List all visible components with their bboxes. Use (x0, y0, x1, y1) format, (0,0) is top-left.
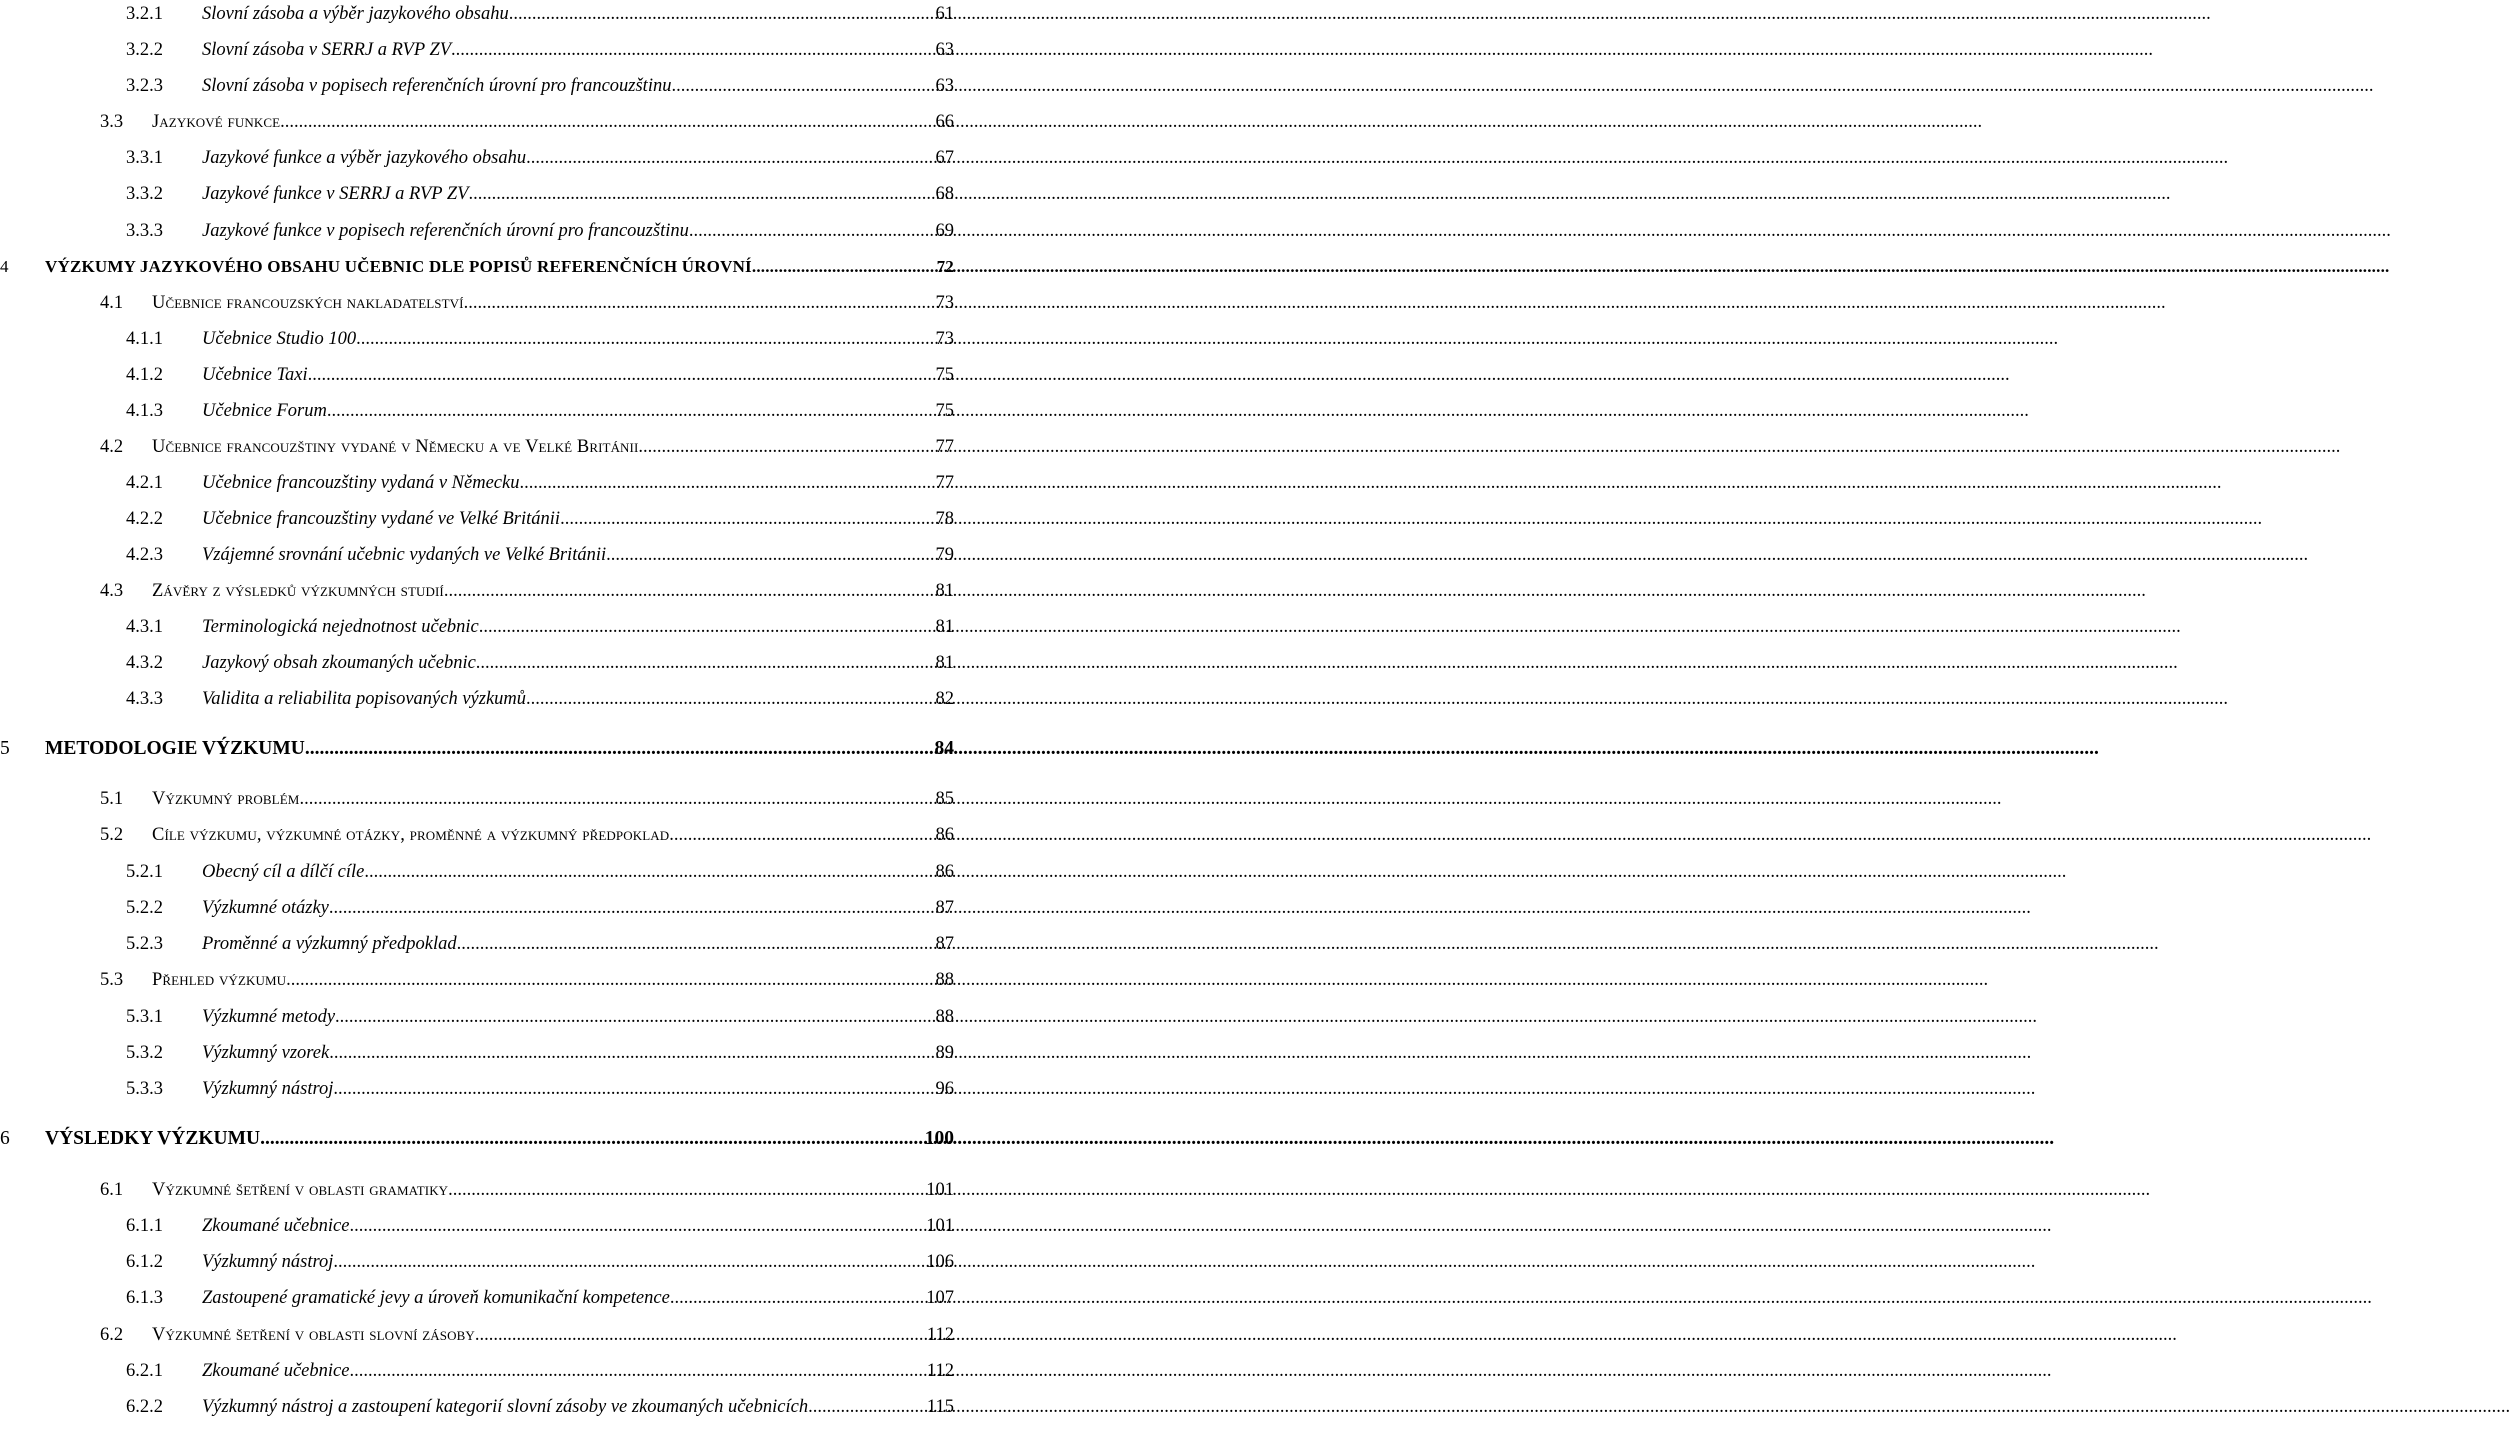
toc-entry-title: Jazykový obsah zkoumaných učebnic (202, 653, 476, 673)
toc-entry-page: 112 (926, 1361, 954, 1381)
toc-entry[interactable] (126, 931, 954, 957)
toc-entry-page: 75 (935, 365, 954, 385)
toc-entry[interactable] (126, 1004, 954, 1030)
toc-entry-title: Validita a reliabilita popisovaných výzkumů (202, 689, 527, 709)
toc-entry-number: 3.3 (100, 112, 124, 132)
toc-entry-title: Učebnice Taxi (202, 365, 308, 385)
toc-entry-page: 86 (935, 862, 954, 882)
toc-entry[interactable] (126, 470, 954, 496)
toc-entry-title: Slovní zásoba v popisech referenčních úrovní pro francouzštinu (202, 76, 672, 96)
toc-entry-title: Obecný cíl a dílčí cíle (202, 862, 365, 882)
toc-dot-leader (808, 1394, 926, 1420)
toc-dot-leader (329, 895, 935, 921)
toc-entry-page: 72 (936, 257, 954, 276)
toc-entry-title: Zkoumané učebnice (202, 1216, 350, 1236)
toc-entry-number: 4.2.3 (126, 545, 163, 565)
toc-entry-title: Výzkumné šetření v oblasti slovní zásoby (152, 1325, 475, 1345)
toc-entry-page: 67 (935, 148, 954, 168)
toc-entry-title: Učebnice francouzštiny vydaná v Německu (202, 473, 520, 493)
toc-entry-page: 63 (935, 76, 954, 96)
toc-entry[interactable] (126, 181, 954, 207)
toc-entry-page: 81 (935, 617, 954, 637)
toc-entry-title: Jazykové funkce v SERRJ a RVP ZV (202, 184, 469, 204)
toc-entry-page: 84 (934, 738, 954, 759)
toc-entry-title: Vzájemné srovnání učebnic vydaných ve Velké Británii (202, 545, 607, 565)
toc-entry-number: 6.2.2 (126, 1397, 163, 1417)
toc-dot-leader (669, 822, 934, 848)
toc-entry-title: Výzkumný vzorek (202, 1043, 330, 1063)
toc-dot-leader (364, 859, 934, 885)
toc-entry-title: Cíle výzkumu, výzkumné otázky, proměnné a výzkumný předpoklad (152, 825, 670, 845)
toc-dot-leader (333, 1076, 934, 1102)
toc-dot-leader (333, 1249, 925, 1275)
toc-entry-page: 89 (935, 1043, 954, 1063)
toc-entry-number: 5.3.3 (126, 1079, 163, 1099)
toc-entry-number: 3.2.1 (126, 4, 163, 24)
toc-entry-title: Slovní zásoba v SERRJ a RVP ZV (202, 40, 452, 60)
toc-entry-number: 5.3.1 (126, 1007, 163, 1027)
toc-entry[interactable] (126, 1285, 954, 1311)
toc-entry-title: Výzkumné otázky (202, 898, 329, 918)
toc-entry-page: 66 (935, 112, 954, 132)
toc-entry[interactable] (126, 686, 954, 712)
toc-entry-title: Učebnice Forum (202, 401, 327, 421)
toc-entry-number: 4.1.3 (126, 401, 163, 421)
toc-entry-title: Přehled výzkumu (152, 970, 287, 990)
toc-entry-number: 3.3.2 (126, 184, 163, 204)
toc-dot-leader (670, 1285, 925, 1311)
toc-dot-leader (280, 109, 934, 135)
toc-entry-page: 68 (935, 184, 954, 204)
toc-entry-title: Výzkumné metody (202, 1007, 336, 1027)
toc-entry[interactable] (126, 37, 954, 63)
toc-dot-leader (308, 362, 935, 388)
toc-entry-number: 4.2.2 (126, 509, 163, 529)
toc-entry[interactable] (126, 895, 954, 921)
toc-dot-leader (260, 1126, 924, 1152)
toc-entry-number: 5.2.1 (126, 862, 163, 882)
toc-dot-leader (689, 218, 935, 244)
toc-entry[interactable] (100, 109, 954, 135)
toc-entry-number: 3.3.3 (126, 221, 163, 241)
toc-entry[interactable] (126, 362, 954, 388)
toc-entry[interactable] (100, 578, 954, 604)
toc-dot-leader (526, 145, 934, 171)
toc-entry-page: 69 (935, 221, 954, 241)
toc-dot-leader (327, 398, 935, 424)
toc-entry-title: VÝSLEDKY VÝZKUMU (45, 1128, 261, 1149)
toc-entry-title: Výzkumný nástroj a zastoupení kategorií slovní zásoby ve zkoumaných učebnicích (202, 1397, 809, 1417)
toc-entry-page: 88 (935, 1007, 954, 1027)
toc-entry-page: 100 (924, 1128, 954, 1149)
toc-dot-leader (329, 1040, 934, 1066)
toc-entry-number: 6.2 (100, 1325, 124, 1345)
toc-entry-title: Výzkumné šetření v oblasti gramatiky (152, 1180, 449, 1200)
toc-dot-leader (526, 686, 934, 712)
toc-entry-title: Závěry z výsledků výzkumných studií (152, 581, 444, 601)
toc-entry-number: 6.1.3 (126, 1288, 163, 1308)
toc-entry-page: 106 (926, 1252, 954, 1272)
toc-entry-number: 4.2 (100, 437, 124, 457)
toc-entry-title: Učebnice francouzštiny vydané ve Velké Británii (202, 509, 561, 529)
toc-dot-leader (638, 434, 934, 460)
toc-entry-page: 115 (926, 1397, 954, 1417)
toc-dot-leader (476, 650, 935, 676)
toc-entry-title: Zastoupené gramatické jevy a úroveň komunikační kompetence (202, 1288, 670, 1308)
toc-entry-page: 86 (935, 825, 954, 845)
toc-dot-leader (335, 1004, 934, 1030)
toc-entry-page: 101 (926, 1180, 954, 1200)
toc-entry[interactable] (126, 1076, 954, 1102)
toc-entry-number: 4.2.1 (126, 473, 163, 493)
toc-entry[interactable] (0, 736, 954, 762)
toc-entry[interactable] (100, 822, 954, 848)
toc-entry-number: 4.1 (100, 293, 124, 313)
toc-entry-title: Výzkumný problém (152, 789, 300, 809)
toc-entry-number: 5.2.2 (126, 898, 163, 918)
toc-dot-leader (305, 736, 934, 762)
toc-entry-title: VÝZKUMY JAZYKOVÉHO OBSAHU UČEBNIC DLE POPISŮ REFERENČNÍCH ÚROVNÍ (45, 257, 752, 276)
toc-entry-page: 63 (935, 40, 954, 60)
toc-entry-number: 6.1 (100, 1180, 124, 1200)
toc-entry-number: 6.1.1 (126, 1216, 163, 1236)
toc-entry-page: 96 (935, 1079, 954, 1099)
table-of-contents (0, 0, 960, 1446)
toc-entry-page: 77 (935, 473, 954, 493)
toc-entry[interactable] (126, 145, 954, 171)
toc-dot-leader (475, 1322, 926, 1348)
toc-entry[interactable] (126, 859, 954, 885)
toc-entry-number: 5.3 (100, 970, 124, 990)
toc-entry-number: 5.2 (100, 825, 124, 845)
toc-entry[interactable] (100, 786, 954, 812)
toc-entry[interactable] (126, 1213, 954, 1239)
toc-entry-page: 73 (935, 293, 954, 313)
toc-entry[interactable] (126, 1, 954, 27)
toc-entry[interactable] (100, 434, 954, 460)
toc-entry[interactable] (126, 326, 954, 352)
toc-entry-number: 4.3.1 (126, 617, 163, 637)
toc-entry-page: 78 (935, 509, 954, 529)
toc-entry-title: Výzkumný nástroj (202, 1079, 334, 1099)
toc-entry-page: 82 (935, 689, 954, 709)
toc-dot-leader (448, 1177, 925, 1203)
toc-entry-page: 87 (935, 898, 954, 918)
toc-entry-page: 88 (935, 970, 954, 990)
toc-entry[interactable] (100, 967, 954, 993)
toc-dot-leader (468, 181, 934, 207)
toc-dot-leader (671, 73, 934, 99)
toc-dot-leader (451, 37, 934, 63)
toc-entry-title: Jazykové funkce (152, 112, 281, 132)
toc-dot-leader (519, 470, 934, 496)
toc-dot-leader (444, 578, 935, 604)
toc-entry-page: 85 (935, 789, 954, 809)
toc-dot-leader (464, 290, 935, 316)
toc-entry[interactable] (126, 1040, 954, 1066)
toc-entry-page: 81 (935, 653, 954, 673)
toc-entry-page: 112 (926, 1325, 954, 1345)
toc-dot-leader (457, 931, 935, 957)
toc-dot-leader (349, 1358, 925, 1384)
toc-entry[interactable] (100, 1177, 954, 1203)
toc-entry-page: 75 (935, 401, 954, 421)
toc-entry-number: 5 (0, 738, 10, 759)
toc-entry[interactable] (126, 1358, 954, 1384)
toc-entry[interactable] (0, 1126, 954, 1152)
toc-dot-leader (560, 506, 934, 532)
toc-entry-title: Učebnice Studio 100 (202, 329, 357, 349)
toc-entry[interactable] (126, 650, 954, 676)
toc-entry-page: 73 (935, 329, 954, 349)
toc-entry[interactable] (126, 614, 954, 640)
toc-entry-number: 6.2.1 (126, 1361, 163, 1381)
toc-entry-title: Učebnice francouzštiny vydané v Německu a ve Velké Británii (152, 437, 639, 457)
toc-entry-title: Jazykové funkce v popisech referenčních úrovní pro francouzštinu (202, 221, 689, 241)
toc-entry[interactable] (126, 1394, 954, 1420)
toc-dot-leader (299, 786, 934, 812)
toc-entry-number: 4.1.1 (126, 329, 163, 349)
toc-entry[interactable] (126, 73, 954, 99)
toc-entry[interactable] (126, 506, 954, 532)
toc-entry-page: 79 (935, 545, 954, 565)
toc-entry-page: 81 (935, 581, 954, 601)
toc-entry[interactable] (100, 1322, 954, 1348)
toc-entry-title: Proměnné a výzkumný předpoklad (202, 934, 457, 954)
toc-entry-page: 87 (935, 934, 954, 954)
toc-entry-number: 6 (0, 1128, 10, 1149)
toc-entry-number: 4 (0, 257, 9, 276)
toc-entry[interactable] (126, 398, 954, 424)
toc-entry-page: 107 (926, 1288, 954, 1308)
toc-entry[interactable] (100, 290, 954, 316)
toc-entry-number: 5.3.2 (126, 1043, 163, 1063)
toc-entry-title: Výzkumný nástroj (202, 1252, 334, 1272)
toc-entry-number: 3.2.2 (126, 40, 163, 60)
toc-entry[interactable] (126, 542, 954, 568)
toc-dot-leader (356, 326, 934, 352)
toc-entry[interactable] (126, 218, 954, 244)
toc-entry-number: 4.1.2 (126, 365, 163, 385)
toc-entry[interactable] (0, 254, 954, 280)
toc-entry-page: 101 (926, 1216, 954, 1236)
toc-dot-leader (286, 967, 934, 993)
toc-entry-title: Zkoumané učebnice (202, 1361, 350, 1381)
toc-entry-title: Učebnice francouzských nakladatelství (152, 293, 464, 313)
toc-entry-number: 5.2.3 (126, 934, 163, 954)
toc-entry-number: 3.3.1 (126, 148, 163, 168)
toc-entry-page: 77 (935, 437, 954, 457)
toc-entry-number: 6.1.2 (126, 1252, 163, 1272)
toc-entry-title: Jazykové funkce a výběr jazykového obsahu (202, 148, 527, 168)
toc-dot-leader (752, 254, 936, 280)
toc-entry-number: 5.1 (100, 789, 124, 809)
toc-dot-leader (349, 1213, 925, 1239)
toc-entry-number: 3.2.3 (126, 76, 163, 96)
toc-entry-number: 4.3 (100, 581, 124, 601)
toc-entry-title: Terminologická nejednotnost učebnic (202, 617, 479, 637)
toc-entry-page: 61 (935, 4, 954, 24)
toc-entry-title: Slovní zásoba a výběr jazykového obsahu (202, 4, 509, 24)
toc-entry-number: 4.3.2 (126, 653, 163, 673)
toc-entry-title: METODOLOGIE VÝZKUMU (45, 738, 305, 759)
toc-entry[interactable] (126, 1249, 954, 1275)
toc-dot-leader (479, 614, 935, 640)
toc-entry-number: 4.3.3 (126, 689, 163, 709)
toc-dot-leader (509, 1, 935, 27)
toc-dot-leader (606, 542, 934, 568)
